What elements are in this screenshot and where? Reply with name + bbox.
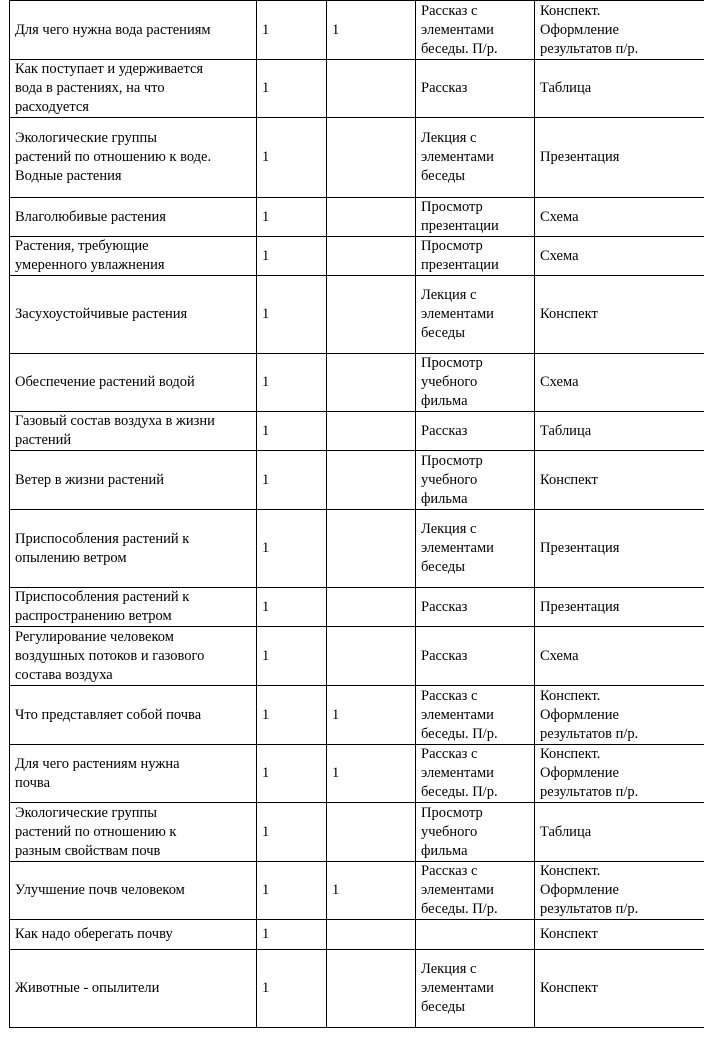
hours-cell-text: 1 <box>262 471 270 488</box>
control-form-cell-text: Схема <box>540 647 579 664</box>
lesson-plan-table <box>9 0 704 1028</box>
practice-hours-cell <box>327 118 416 198</box>
hours-cell-text: 1 <box>262 247 270 264</box>
hours-cell <box>257 354 327 412</box>
control-form-cell <box>535 803 704 862</box>
hours-cell-text: 1 <box>262 647 270 664</box>
control-form-cell-text: Конспект <box>540 471 598 488</box>
table-row <box>10 686 704 745</box>
topic-cell-text: Газовый состав воздуха в жизни растений <box>15 413 215 448</box>
control-form-cell-text: Таблица <box>540 823 592 840</box>
hours-cell-text: 1 <box>262 80 270 96</box>
control-form-cell <box>535 510 704 588</box>
table-row <box>10 1 704 60</box>
lesson-form-cell-text: Рассказ с элементами беседы. П/р. <box>421 687 498 742</box>
hours-cell-text: 1 <box>262 765 270 781</box>
topic-cell <box>10 950 257 1028</box>
hours-cell-text: 1 <box>262 706 270 723</box>
topic-cell <box>10 354 257 412</box>
control-form-cell-text: Конспект <box>540 306 598 322</box>
lesson-form-cell <box>416 198 535 237</box>
practice-hours-cell-text: 1 <box>332 706 340 723</box>
lesson-form-cell-text: Рассказ <box>421 598 468 615</box>
topic-cell-text: Для чего растениям нужна почва <box>15 755 180 791</box>
control-form-cell <box>535 1 704 60</box>
lesson-form-cell <box>416 862 535 920</box>
topic-cell <box>10 920 257 950</box>
control-form-cell <box>535 862 704 920</box>
hours-cell <box>257 950 327 1028</box>
table-row <box>10 354 704 412</box>
control-form-cell-text: Конспект <box>540 980 598 996</box>
topic-cell-text: Для чего нужна вода растениям <box>15 21 211 38</box>
lesson-form-cell <box>416 1 535 60</box>
practice-hours-cell <box>327 627 416 686</box>
hours-cell <box>257 1 327 60</box>
lesson-form-cell <box>416 237 535 276</box>
practice-hours-cell <box>327 920 416 950</box>
topic-cell <box>10 451 257 510</box>
lesson-form-cell-text: Просмотр учебного фильма <box>421 804 483 859</box>
practice-hours-cell <box>327 1 416 60</box>
lesson-form-cell-text: Просмотр презентации <box>421 199 499 234</box>
control-form-cell-text: Схема <box>540 247 579 264</box>
topic-cell <box>10 510 257 588</box>
topic-cell-text: Экологические группы растений по отношению к воде. Водные растения <box>15 130 212 184</box>
hours-cell <box>257 412 327 451</box>
hours-cell <box>257 118 327 198</box>
control-form-cell <box>535 686 704 745</box>
practice-hours-cell <box>327 237 416 276</box>
control-form-cell-text: Схема <box>540 374 579 390</box>
hours-cell <box>257 745 327 803</box>
control-form-cell <box>535 276 704 354</box>
topic-cell-text: Животные - опылители <box>15 980 160 996</box>
lesson-form-cell-text: Просмотр учебного фильма <box>421 355 483 409</box>
lesson-form-cell <box>416 118 535 198</box>
topic-cell <box>10 276 257 354</box>
practice-hours-cell <box>327 60 416 118</box>
hours-cell-text: 1 <box>262 540 270 556</box>
hours-cell <box>257 588 327 627</box>
topic-cell-text: Влаголюбивые растения <box>15 208 166 225</box>
lesson-form-cell <box>416 451 535 510</box>
topic-cell <box>10 803 257 862</box>
hours-cell <box>257 510 327 588</box>
topic-cell <box>10 588 257 627</box>
topic-cell <box>10 627 257 686</box>
table-row <box>10 451 704 510</box>
topic-cell-text: Как поступает и удерживается вода в растениях, на что расходуется <box>15 61 204 115</box>
practice-hours-cell <box>327 686 416 745</box>
lesson-form-cell-text: Просмотр презентации <box>421 238 499 273</box>
topic-cell <box>10 118 257 198</box>
hours-cell <box>257 803 327 862</box>
topic-cell-text: Ветер в жизни растений <box>15 471 165 488</box>
lesson-form-cell <box>416 510 535 588</box>
table-row <box>10 118 704 198</box>
control-form-cell-text: Конспект. Оформление результатов п/р. <box>540 2 639 57</box>
table-row <box>10 588 704 627</box>
table-row <box>10 862 704 920</box>
table-row <box>10 510 704 588</box>
topic-cell-text: Как надо оберегать почву <box>15 926 173 942</box>
practice-hours-cell <box>327 198 416 237</box>
control-form-cell-text: Презентация <box>540 149 620 165</box>
hours-cell <box>257 276 327 354</box>
table-row <box>10 920 704 950</box>
hours-cell <box>257 198 327 237</box>
topic-cell <box>10 237 257 276</box>
topic-cell <box>10 862 257 920</box>
table-row <box>10 60 704 118</box>
lesson-form-cell-text: Лекция с элементами беседы <box>421 287 494 341</box>
practice-hours-cell <box>327 803 416 862</box>
table-row <box>10 803 704 862</box>
control-form-cell-text: Конспект. Оформление результатов п/р. <box>540 746 639 800</box>
lesson-form-cell <box>416 276 535 354</box>
table-row <box>10 412 704 451</box>
hours-cell <box>257 451 327 510</box>
control-form-cell <box>535 237 704 276</box>
lesson-form-cell-text: Лекция с элементами беседы <box>421 130 494 184</box>
topic-cell-text: Регулирование человеком воздушных потоков и газового состава воздуха <box>15 628 205 683</box>
hours-cell-text: 1 <box>262 882 270 898</box>
practice-hours-cell-text: 1 <box>332 21 340 38</box>
lesson-form-cell <box>416 745 535 803</box>
practice-hours-cell <box>327 862 416 920</box>
topic-cell <box>10 686 257 745</box>
practice-hours-cell <box>327 451 416 510</box>
hours-cell <box>257 920 327 950</box>
hours-cell-text: 1 <box>262 21 270 38</box>
hours-cell <box>257 627 327 686</box>
control-form-cell <box>535 627 704 686</box>
topic-cell-text: Растения, требующие умеренного увлажнения <box>15 238 165 273</box>
control-form-cell-text: Таблица <box>540 80 592 96</box>
lesson-form-cell <box>416 60 535 118</box>
practice-hours-cell-text: 1 <box>332 765 340 781</box>
practice-hours-cell <box>327 276 416 354</box>
lesson-form-cell-text: Рассказ с элементами беседы. П/р. <box>421 863 498 917</box>
table-row <box>10 627 704 686</box>
control-form-cell-text: Конспект <box>540 926 598 942</box>
control-form-cell <box>535 118 704 198</box>
lesson-form-cell <box>416 686 535 745</box>
control-form-cell <box>535 920 704 950</box>
lesson-form-cell <box>416 412 535 451</box>
control-form-cell-text: Презентация <box>540 598 620 615</box>
control-form-cell-text: Схема <box>540 208 579 225</box>
control-form-cell-text: Конспект. Оформление результатов п/р. <box>540 863 639 917</box>
topic-cell <box>10 1 257 60</box>
lesson-form-cell-text: Рассказ <box>421 80 468 96</box>
lesson-form-cell <box>416 354 535 412</box>
topic-cell-text: Улучшение почв человеком <box>15 882 185 898</box>
practice-hours-cell <box>327 588 416 627</box>
hours-cell-text: 1 <box>262 926 270 942</box>
topic-cell-text: Приспособления растений к опылению ветром <box>15 530 190 566</box>
table-row <box>10 276 704 354</box>
control-form-cell-text: Конспект. Оформление результатов п/р. <box>540 687 639 742</box>
control-form-cell <box>535 354 704 412</box>
lesson-form-cell-text: Рассказ <box>421 647 468 664</box>
topic-cell-text: Приспособления растений к распространению ветром <box>15 589 190 624</box>
hours-cell-text: 1 <box>262 598 270 615</box>
practice-hours-cell <box>327 745 416 803</box>
hours-cell-text: 1 <box>262 149 270 165</box>
table-row <box>10 198 704 237</box>
topic-cell-text: Обеспечение растений водой <box>15 374 195 390</box>
lesson-form-cell-text: Рассказ <box>421 422 468 439</box>
hours-cell-text: 1 <box>262 422 270 439</box>
control-form-cell <box>535 950 704 1028</box>
topic-cell <box>10 412 257 451</box>
hours-cell-text: 1 <box>262 306 270 322</box>
table-row <box>10 950 704 1028</box>
lesson-plan-body <box>10 1 704 1028</box>
control-form-cell <box>535 198 704 237</box>
hours-cell-text: 1 <box>262 980 270 996</box>
lesson-form-cell <box>416 950 535 1028</box>
practice-hours-cell <box>327 510 416 588</box>
topic-cell-text: Экологические группы растений по отношению к разным свойствам почв <box>15 804 177 859</box>
hours-cell <box>257 862 327 920</box>
lesson-form-cell <box>416 588 535 627</box>
control-form-cell <box>535 588 704 627</box>
control-form-cell <box>535 745 704 803</box>
table-row <box>10 237 704 276</box>
control-form-cell <box>535 412 704 451</box>
topic-cell <box>10 60 257 118</box>
practice-hours-cell <box>327 412 416 451</box>
hours-cell-text: 1 <box>262 374 270 390</box>
lesson-form-cell <box>416 627 535 686</box>
control-form-cell <box>535 451 704 510</box>
practice-hours-cell-text: 1 <box>332 882 340 898</box>
topic-cell <box>10 198 257 237</box>
lesson-form-cell-text: Рассказ с элементами беседы. П/р. <box>421 2 498 57</box>
topic-cell-text: Засухоустойчивые растения <box>15 306 188 322</box>
practice-hours-cell <box>327 354 416 412</box>
table-row <box>10 745 704 803</box>
lesson-form-cell <box>416 920 535 950</box>
lesson-form-cell <box>416 803 535 862</box>
topic-cell-text: Что представляет собой почва <box>15 706 202 723</box>
topic-cell <box>10 745 257 803</box>
control-form-cell-text: Таблица <box>540 422 592 439</box>
control-form-cell-text: Презентация <box>540 540 620 556</box>
hours-cell-text: 1 <box>262 823 270 840</box>
hours-cell <box>257 237 327 276</box>
lesson-form-cell-text: Просмотр учебного фильма <box>421 452 483 507</box>
lesson-form-cell-text: Лекция с элементами беседы <box>421 961 494 1015</box>
hours-cell <box>257 686 327 745</box>
lesson-form-cell-text: Рассказ с элементами беседы. П/р. <box>421 746 498 800</box>
practice-hours-cell <box>327 950 416 1028</box>
lesson-form-cell-text: Лекция с элементами беседы <box>421 521 494 575</box>
hours-cell <box>257 60 327 118</box>
control-form-cell <box>535 60 704 118</box>
hours-cell-text: 1 <box>262 208 270 225</box>
